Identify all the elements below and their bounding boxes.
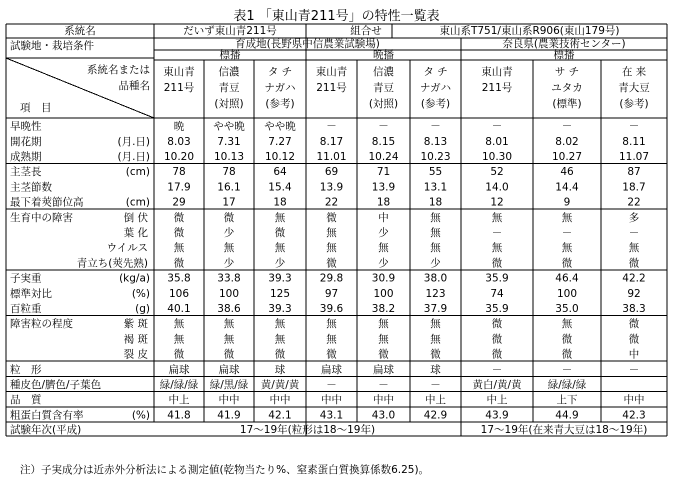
cell-value: 微 (223, 348, 235, 361)
variety-name: ナガハ (419, 82, 452, 94)
cell-value: 無 (628, 242, 640, 255)
cell-value: やや晩 (213, 120, 245, 133)
sowing-type: 晩播 (373, 49, 394, 61)
cell-value: 55 (428, 166, 443, 179)
cell-value: 中 (628, 348, 640, 361)
row-label: 最下着莢節位高 (10, 196, 84, 209)
cell-value: 晩 (173, 120, 185, 133)
cell-value: 30.9 (371, 272, 396, 285)
cell-value: 無 (326, 242, 337, 255)
variety-name: (対照) (368, 98, 399, 110)
cell-value: 球 (430, 363, 441, 376)
cell-value: 10.27 (551, 151, 583, 163)
cell-value: 18 (428, 196, 443, 209)
cell-value: 少 (378, 227, 389, 239)
variety-name: サ チ (554, 66, 580, 78)
cell-value: 微 (274, 227, 286, 239)
cell-value: 14.4 (555, 181, 579, 194)
cell-value: 黄/黄/黄 (260, 379, 300, 391)
row-label: 成熟期 (10, 151, 42, 163)
row-label: 早晩性 (10, 120, 42, 133)
cell-value: 無 (223, 333, 235, 346)
site-name: 奈良県(農業技術センター) (502, 38, 626, 50)
cell-value: 78 (172, 166, 186, 179)
row-sublabel: 葉 化 (123, 227, 148, 239)
cell-value: 38.0 (423, 272, 448, 285)
cell-value: 微 (326, 211, 337, 224)
cell-value: 中上 (425, 394, 446, 407)
row-unit: (cm) (125, 196, 150, 209)
cell-value: 12 (490, 196, 504, 209)
cell-value: － (491, 120, 503, 133)
cell-value: 39.3 (268, 272, 292, 285)
cell-value: 無 (430, 333, 441, 346)
cell-value: 無 (561, 318, 573, 331)
cell-value: 無 (430, 242, 441, 255)
cell-value: 無 (491, 242, 503, 255)
cell-value: 微 (561, 348, 573, 361)
cell-value: 無 (274, 242, 286, 255)
variety-name: タ チ (267, 66, 293, 78)
cell-value: 緑/黒/緑 (209, 379, 249, 391)
header-cross-value: 東山系T751/東山系R906(東山179号) (439, 25, 620, 37)
cell-value: 11.07 (618, 151, 650, 163)
cell-value: 7.27 (268, 135, 292, 148)
cell-value: 無 (326, 227, 337, 239)
cell-value: 上下 (556, 394, 578, 407)
cell-value: － (326, 120, 337, 133)
row-sublabel: 褐 斑 (123, 333, 148, 346)
cell-value: 少 (430, 257, 441, 270)
cell-value: 無 (561, 211, 573, 224)
cell-value: 78 (222, 166, 236, 179)
variety-name: (対照) (214, 98, 244, 110)
row-label: 開花期 (10, 135, 42, 148)
cell-value: 38.6 (217, 303, 241, 315)
row-unit: (kg/a) (119, 272, 150, 285)
cell-value: 多 (628, 211, 640, 224)
variety-name: タ チ (423, 66, 448, 78)
table-text (10, 24, 650, 436)
cell-value: 無 (173, 242, 185, 255)
cell-value: 10.24 (368, 151, 399, 163)
table-title: 表1 「東山青211号」の特性一覧表 (233, 9, 440, 24)
test-site-label: 試験地・栽培条件 (10, 40, 94, 52)
cell-value: 微 (274, 348, 286, 361)
cell-value: － (628, 227, 640, 239)
cell-value: － (326, 379, 337, 391)
row-unit: (%) (131, 287, 150, 300)
cell-value: 無 (326, 318, 337, 331)
row-unit: (月.日) (117, 151, 150, 163)
cell-value: 39.3 (268, 303, 292, 315)
cell-value: 微 (173, 211, 185, 224)
years-label: 試験年次(平成) (10, 424, 82, 436)
cell-value: 中上 (486, 394, 508, 407)
cell-value: 100 (218, 287, 240, 300)
variety-name: ユタカ (551, 82, 583, 94)
cell-value: 14.0 (485, 181, 509, 194)
cell-value: － (628, 120, 640, 133)
cell-value: 中中 (321, 394, 342, 407)
cell-value: 13.1 (423, 181, 448, 194)
row-unit: (月.日) (117, 135, 150, 148)
site-name: 育成地(長野県中信農業試験場) (235, 38, 380, 50)
cell-value: 無 (274, 318, 286, 331)
cell-value: 少 (223, 227, 235, 239)
cell-value: 8.03 (167, 135, 191, 148)
variety-name: (参考) (619, 98, 649, 110)
cell-value: 100 (373, 287, 394, 300)
cell-value: 微 (223, 211, 235, 224)
cell-value: 8.11 (622, 135, 646, 148)
header-cross-label: 組合せ (350, 25, 382, 37)
cell-value: 扁球 (168, 363, 190, 376)
cell-value: 11.01 (316, 151, 347, 163)
cell-value: 微 (491, 333, 503, 346)
cell-value: 少 (274, 257, 286, 270)
cell-value: － (491, 363, 503, 376)
cell-value: 微 (491, 257, 503, 270)
cell-value: 10.20 (163, 151, 195, 163)
cell-value: 微 (173, 257, 185, 270)
sowing-type: 標播 (553, 49, 575, 61)
variety-name: 東山青 (481, 66, 513, 78)
cell-value: 微 (628, 257, 640, 270)
variety-name: 信濃 (218, 66, 240, 78)
cell-value: 41.8 (167, 409, 191, 422)
cell-value: 緑/緑/緑 (159, 379, 199, 391)
cell-value: 123 (425, 287, 446, 300)
cell-value: 無 (378, 333, 389, 346)
row-unit: (g) (135, 303, 150, 315)
row-label: 主茎節数 (10, 181, 52, 194)
cell-value: 35.8 (167, 272, 191, 285)
cell-value: 97 (324, 287, 339, 300)
variety-name: 211号 (163, 82, 195, 94)
cell-value: 39.6 (319, 303, 344, 315)
variety-name: 211号 (316, 82, 347, 94)
variety-name: 青大豆 (618, 82, 650, 94)
cell-value: － (378, 379, 389, 391)
cell-value: 無 (378, 242, 389, 255)
row-label: 種皮色/臍色/子葉色 (10, 379, 102, 391)
years-value: 17～19年(粒形は18～19年) (239, 424, 376, 436)
cell-value: 中中 (623, 394, 645, 407)
variety-name: 東山青 (163, 66, 195, 78)
cell-value: 92 (627, 287, 641, 300)
footnote: 注）子実成分は近赤外分析法による測定値(乾物当たり%、窒素蛋白質換算係数6.25)。 (20, 464, 430, 476)
cell-value: 10.13 (213, 151, 245, 163)
cell-value: 8.02 (555, 135, 579, 148)
cell-value: 8.01 (485, 135, 509, 148)
corner-label: 項 目 (20, 102, 52, 114)
cell-value: 微 (173, 348, 185, 361)
cell-value: 扁球 (321, 363, 342, 376)
cell-value: 43.1 (319, 409, 344, 422)
cell-value: 無 (378, 318, 389, 331)
row-label: 百粒重 (10, 303, 42, 315)
cell-value: やや晩 (264, 120, 296, 133)
variety-name: 青豆 (373, 82, 394, 94)
cell-value: 52 (490, 166, 504, 179)
cell-value: 35.9 (485, 303, 509, 315)
row-label: 品 質 (10, 394, 42, 407)
cell-value: 少 (223, 257, 235, 270)
cell-value: 無 (430, 227, 441, 239)
cell-value: 微 (378, 348, 389, 361)
cell-value: － (561, 227, 573, 239)
sowing-type: 標播 (219, 49, 241, 61)
cell-value: 87 (627, 166, 641, 179)
cell-value: 35.9 (485, 272, 509, 285)
cell-value: 微 (561, 257, 573, 270)
cell-value: 無 (274, 211, 286, 224)
cell-value: 中中 (373, 394, 394, 407)
cell-value: 微 (628, 333, 640, 346)
cell-value: 41.9 (217, 409, 241, 422)
variety-name: 青豆 (218, 82, 240, 94)
row-label: 標準対比 (10, 287, 52, 300)
row-label: 主茎長 (10, 166, 42, 179)
cell-value: 13.9 (371, 181, 396, 194)
cell-value: 17.9 (167, 181, 191, 194)
cell-value: 42.2 (622, 272, 646, 285)
cell-value: 微 (491, 318, 503, 331)
cell-value: 中中 (269, 394, 291, 407)
cell-value: 9 (563, 196, 571, 209)
cell-value: 38.2 (371, 303, 396, 315)
row-unit: (%) (131, 409, 150, 422)
cell-value: 42.1 (268, 409, 292, 422)
cell-value: － (561, 363, 573, 376)
cell-value: 46.4 (555, 272, 579, 285)
cell-value: 18 (376, 196, 391, 209)
cell-value: 無 (326, 333, 337, 346)
cell-value: 33.8 (217, 272, 241, 285)
cell-value: 17 (222, 196, 236, 209)
variety-name: 信濃 (373, 66, 394, 78)
cell-value: 緑/緑/緑 (547, 379, 587, 391)
cell-value: 18.7 (622, 181, 646, 194)
cell-value: 18 (273, 196, 287, 209)
cell-value: 43.9 (485, 409, 509, 422)
header-strain-label: 系統名 (64, 25, 96, 37)
cell-value: 球 (274, 363, 286, 376)
cell-value: 8.13 (423, 135, 448, 148)
cell-value: 10.12 (264, 151, 296, 163)
variety-name: (参考) (265, 98, 295, 110)
corner-label: 品種名 (118, 80, 150, 92)
cell-value: 29.8 (319, 272, 344, 285)
cell-value: 中中 (218, 394, 240, 407)
variety-name: ナガハ (264, 82, 296, 94)
cell-value: 42.3 (622, 409, 646, 422)
cell-value: 69 (324, 166, 339, 179)
cell-value: － (561, 120, 573, 133)
cell-value: － (491, 227, 503, 239)
row-label: 生育中の障害 (10, 211, 73, 224)
corner-label: 系統名または (87, 64, 150, 76)
row-sublabel: 裂 皮 (123, 348, 148, 361)
cell-value: 微 (561, 333, 573, 346)
cell-value: 74 (490, 287, 504, 300)
cell-value: － (430, 120, 441, 133)
variety-name: 東山青 (315, 66, 348, 78)
cell-value: 中上 (168, 394, 190, 407)
variety-name: (参考) (420, 98, 451, 110)
row-sublabel: 青立ち(莢先熟) (76, 257, 148, 270)
row-sublabel: 紫 斑 (123, 318, 148, 331)
row-label: 子実重 (10, 272, 42, 285)
cell-value: 8.17 (319, 135, 344, 148)
cell-value: 無 (223, 242, 235, 255)
cell-value: 微 (491, 348, 503, 361)
row-label: 粗蛋白質含有率 (10, 409, 84, 422)
cell-value: 125 (269, 287, 291, 300)
cell-value: 71 (376, 166, 391, 179)
cell-value: 微 (628, 318, 640, 331)
cell-value: 無 (274, 333, 286, 346)
cell-value: 無 (561, 242, 573, 255)
cell-value: 黄白/黄/黄 (472, 379, 522, 391)
cell-value: 29 (172, 196, 186, 209)
cell-value: 扁球 (218, 363, 240, 376)
variety-name: 211号 (481, 82, 513, 94)
cell-value: 42.9 (423, 409, 448, 422)
cell-value: 微 (430, 348, 441, 361)
cell-value: 中 (378, 211, 389, 224)
variety-name: (標準) (552, 98, 582, 110)
cell-value: 微 (326, 257, 337, 270)
cell-value: 無 (173, 318, 185, 331)
cell-value: 無 (430, 211, 441, 224)
row-label: 障害粒の程度 (10, 318, 73, 331)
cell-value: 37.9 (423, 303, 448, 315)
row-sublabel: 倒 伏 (123, 211, 148, 224)
cell-value: － (430, 379, 441, 391)
row-label: 粒 形 (10, 363, 42, 376)
cell-value: 微 (326, 348, 337, 361)
cell-value: 46 (560, 166, 574, 179)
cell-value: 22 (324, 196, 339, 209)
cell-value: 43.0 (371, 409, 396, 422)
cell-value: 無 (491, 211, 503, 224)
cell-value: 16.1 (217, 181, 241, 194)
cell-value: 35.0 (555, 303, 579, 315)
cell-value: － (378, 120, 389, 133)
cell-value: 44.9 (555, 409, 579, 422)
variety-name: 在 来 (621, 66, 647, 78)
cell-value: － (628, 363, 640, 376)
row-unit: (cm) (125, 166, 150, 179)
cell-value: 少 (378, 257, 389, 270)
cell-value: 10.30 (481, 151, 513, 163)
cell-value: 22 (627, 196, 641, 209)
cell-value: 38.3 (622, 303, 646, 315)
header-strain-name: だいず東山青211号 (183, 25, 277, 37)
cell-value: 13.9 (319, 181, 344, 194)
row-sublabel: ウイルス (106, 242, 148, 255)
cell-value: 100 (556, 287, 578, 300)
cell-value: 64 (273, 166, 287, 179)
cell-value: 扁球 (373, 363, 394, 376)
cell-value: 無 (223, 318, 235, 331)
cell-value: 106 (168, 287, 190, 300)
cell-value: 10.23 (420, 151, 451, 163)
cell-value: 7.31 (217, 135, 241, 148)
years-value: 17～19年(在来青大豆は18～19年) (480, 424, 648, 436)
cell-value: 無 (173, 333, 185, 346)
cell-value: 無 (430, 318, 441, 331)
cell-value: 微 (173, 227, 185, 239)
cell-value: 15.4 (268, 181, 292, 194)
cell-value: 40.1 (167, 303, 191, 315)
cell-value: 8.15 (371, 135, 396, 148)
